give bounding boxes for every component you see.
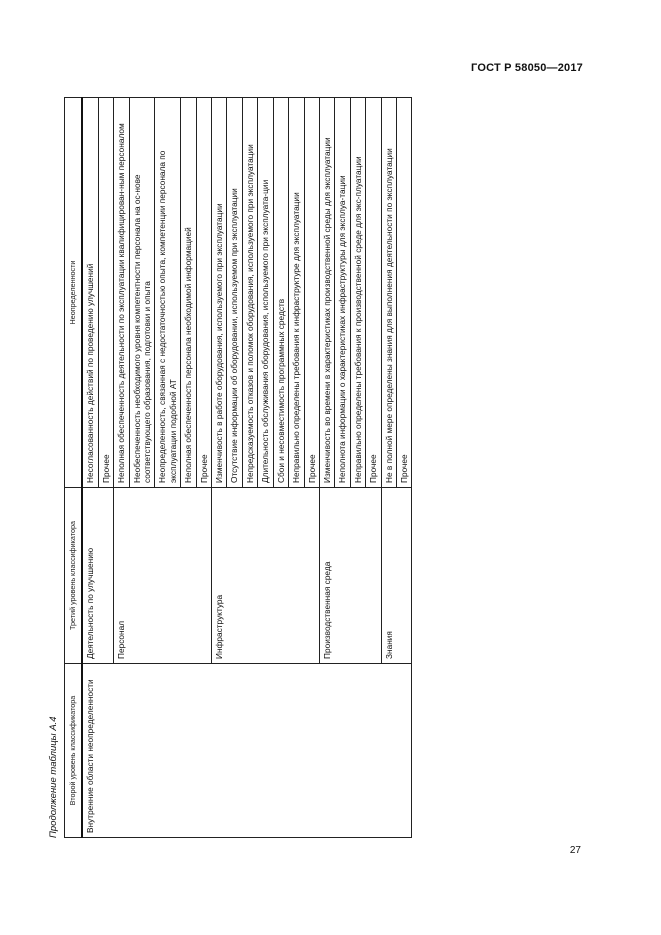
uncertainty-cell: Неправильно определены требования к инфраструктуре для эксплуатации: [289, 98, 304, 488]
rotated-table-frame: [44, 88, 584, 838]
column-header: Неопределенности: [65, 98, 83, 488]
column-header: Второй уровень классификатора: [65, 664, 83, 838]
uncertainty-cell: Прочее: [396, 98, 411, 488]
uncertainty-cell: Отсутствие информации об оборудовании, используемом при эксплуатации: [227, 98, 242, 488]
uncertainty-cell: Прочее: [366, 98, 381, 488]
uncertainty-cell: Неполнота информации о характеристиках инфраструктуры для эксплуа-тации: [335, 98, 350, 488]
uncertainty-cell: Прочее: [304, 98, 319, 488]
uncertainty-cell: Неполная обеспеченность деятельности по эксплуатации квалифицирован-ным персоналом: [114, 98, 129, 488]
uncertainty-cell: Изменчивость во времени в характеристиках производственной среды для эксплуатации: [319, 98, 334, 488]
level2-cell: Внутренние области неопределенности: [82, 664, 411, 838]
uncertainty-cell: Необеспеченность необходимого уровня компетентности персонала на ос-нове соответствующего образования, подготовки и опыта: [129, 98, 155, 488]
table-header-row: [65, 98, 83, 838]
standard-code: ГОСТ Р 58050—2017: [471, 62, 583, 74]
uncertainty-cell: Неполная обеспеченность персонала необходимой информацией: [181, 98, 196, 488]
uncertainty-cell: Прочее: [196, 98, 211, 488]
table-caption: Продолжение таблицы А.4: [48, 716, 59, 838]
level3-cell: Персонал: [114, 488, 212, 664]
level3-cell: Инфраструктура: [212, 488, 320, 664]
uncertainty-cell: Длительность обслуживания оборудования, используемого при эксплуата-ции: [258, 98, 273, 488]
page-number: 27: [569, 845, 581, 856]
column-header: Третий уровень классификатора: [65, 488, 83, 664]
uncertainty-cell: Сбои и несовместимость программных средств: [273, 98, 288, 488]
level3-cell: Деятельность по улучшению: [82, 488, 113, 664]
uncertainty-cell: Неправильно определены требования к производственной среде для экс-плуатации: [350, 98, 365, 488]
classification-table: [64, 97, 412, 838]
uncertainty-cell: Не в полной мере определены знания для выполнения деятельности по эксплуатации: [381, 98, 396, 488]
uncertainty-cell: Изменчивость в работе оборудования, используемого при эксплуатации: [212, 98, 227, 488]
uncertainty-cell: Несогласованность действий по проведению улучшений: [82, 98, 98, 488]
uncertainty-cell: Непредсказуемость отказов и поломок оборудования, используемого при эксплуатации: [242, 98, 257, 488]
table-row: [82, 98, 98, 838]
uncertainty-cell: Неопределенность, связанная с недостаточностью опыта, компетенции персонала по эксплуатации подобной АТ: [155, 98, 181, 488]
level3-cell: Производственная среда: [319, 488, 381, 664]
uncertainty-cell: Прочее: [98, 98, 113, 488]
level3-cell: Знания: [381, 488, 412, 664]
